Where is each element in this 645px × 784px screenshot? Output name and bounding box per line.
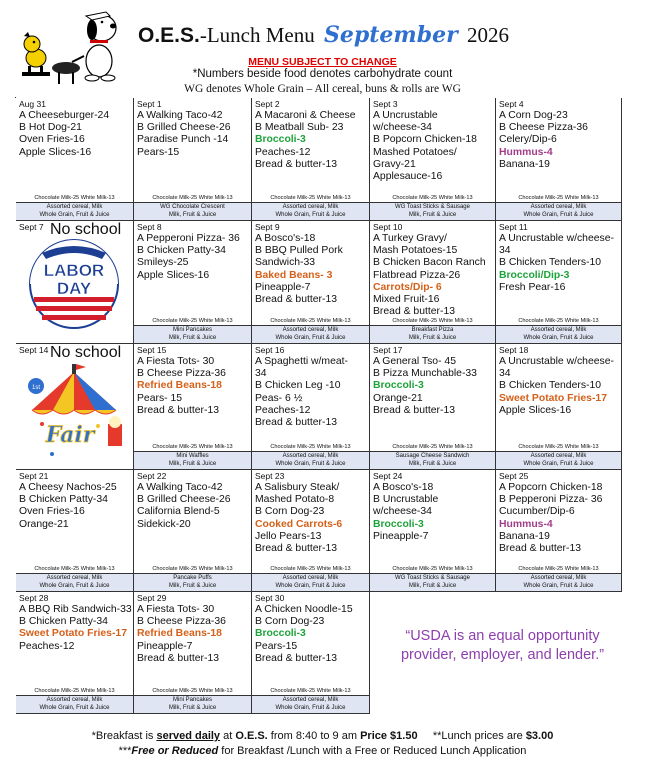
breakfast-menu bbox=[370, 326, 496, 344]
milk-carb-note: Chocolate Milk-25 White Milk-13 bbox=[34, 688, 115, 694]
footer-served-daily: served daily bbox=[156, 730, 221, 742]
breakfast-line: Milk, Fruit & Juice bbox=[168, 334, 217, 341]
breakfast-price: Price $1.50 bbox=[360, 730, 418, 742]
breakfast-line: Mini Waffles bbox=[176, 453, 209, 459]
menu-item: B Hot Dog-21 bbox=[19, 122, 82, 134]
breakfast-line: Assorted cereal, Milk bbox=[530, 327, 587, 333]
menu-item: A Walking Taco-42 bbox=[137, 110, 223, 121]
menu-items bbox=[255, 482, 367, 555]
menu-item: Pineapple-7 bbox=[137, 640, 193, 652]
breakfast-line: Assorted cereal, Milk bbox=[46, 575, 103, 581]
breakfast-line: WG Chocolate Crescent bbox=[160, 204, 225, 210]
menu-item: B Chicken Patty-34 bbox=[19, 494, 108, 506]
day-cell bbox=[370, 98, 496, 203]
breakfast-menu bbox=[252, 203, 370, 221]
day-date: Sept 28 bbox=[19, 593, 49, 603]
menu-item: B Chicken Bacon Ranch bbox=[373, 257, 486, 269]
day-cell bbox=[496, 221, 622, 326]
free-reduced-label: Free or Reduced bbox=[131, 745, 219, 757]
menu-item: Bread & butter-13 bbox=[255, 417, 338, 429]
day-date: Sept 8 bbox=[137, 222, 162, 232]
menu-item: Broccoli-3 bbox=[255, 628, 306, 640]
menu-item: B Cheese Pizza-36 bbox=[499, 122, 588, 134]
menu-item: A Popcorn Chicken-18 bbox=[499, 482, 603, 493]
menu-item: A Spaghetti w/meat- bbox=[255, 356, 348, 367]
menu-item: Fresh Pear-16 bbox=[499, 281, 566, 293]
title-year: 2026 bbox=[466, 23, 509, 47]
labor-day-text-1: LABOR bbox=[43, 261, 105, 280]
breakfast-menu bbox=[252, 574, 370, 592]
menu-item: B Cheese Pizza-36 bbox=[137, 368, 226, 380]
footer-school: O.E.S. bbox=[235, 730, 268, 742]
menu-item: Bread & butter-13 bbox=[255, 158, 338, 170]
milk-carb-note: Chocolate Milk-25 White Milk-13 bbox=[392, 566, 473, 572]
menu-items bbox=[255, 110, 367, 171]
menu-item: Banana-19 bbox=[499, 158, 550, 170]
breakfast-line: Whole Grain, Fruit & Juice bbox=[39, 211, 110, 218]
breakfast-line: Assorted cereal, Milk bbox=[282, 327, 339, 333]
menu-item: B Corn Dog-23 bbox=[255, 506, 325, 518]
breakfast-line: Whole Grain, Fruit & Juice bbox=[523, 582, 594, 589]
menu-item: A Corn Dog-23 bbox=[499, 110, 568, 121]
menu-item: A Chicken Noodle-15 bbox=[255, 604, 353, 615]
menu-header bbox=[0, 0, 645, 98]
menu-item: Mashed Potatoes/ bbox=[373, 146, 457, 158]
menu-item: Mash Potatoes-15 bbox=[373, 245, 458, 257]
menu-item: Cooked Carrots-6 bbox=[255, 518, 343, 530]
breakfast-line: Whole Grain, Fruit & Juice bbox=[275, 704, 346, 711]
day-date: Aug 31 bbox=[19, 99, 46, 109]
day-cell bbox=[134, 592, 252, 696]
menu-item: B Chicken Tenders-10 bbox=[499, 380, 602, 392]
menu-item: Pears- 15 bbox=[137, 392, 183, 404]
menu-item: Bread & butter-13 bbox=[499, 543, 582, 555]
day-date: Sept 14 bbox=[19, 345, 49, 355]
day-cell bbox=[134, 344, 252, 452]
menu-items bbox=[255, 356, 367, 429]
breakfast-line: Whole Grain, Fruit & Juice bbox=[523, 460, 594, 467]
milk-carb-note: Chocolate Milk-25 White Milk-13 bbox=[270, 688, 351, 694]
menu-item: B Uncrustable bbox=[373, 494, 439, 506]
breakfast-line: Assorted cereal, Milk bbox=[530, 575, 587, 581]
menu-item: Oven Fries-16 bbox=[19, 506, 85, 518]
milk-carb-note: Chocolate Milk-25 White Milk-13 bbox=[392, 444, 473, 450]
menu-items bbox=[255, 604, 367, 665]
milk-carb-note: Chocolate Milk-25 White Milk-13 bbox=[270, 444, 351, 450]
breakfast-menu bbox=[496, 203, 622, 221]
no-school-label: No school bbox=[50, 221, 122, 238]
menu-item: B Pizza Munchable-33 bbox=[373, 368, 477, 380]
milk-carb-note: Chocolate Milk-25 White Milk-13 bbox=[518, 566, 599, 572]
menu-item: A Cheesy Nachos-25 bbox=[19, 482, 117, 493]
menu-item: Sandwich-33 bbox=[255, 257, 316, 269]
lunch-price: $3.00 bbox=[525, 730, 554, 742]
breakfast-menu bbox=[252, 326, 370, 344]
menu-item: Pineapple-7 bbox=[255, 281, 311, 293]
breakfast-line: Assorted cereal, Milk bbox=[46, 204, 103, 210]
menu-item: Bread & butter-13 bbox=[255, 294, 338, 306]
footer-text: *Breakfast is bbox=[91, 730, 157, 742]
day-date: Sept 10 bbox=[373, 222, 403, 232]
menu-item: Broccoli-3 bbox=[373, 518, 424, 530]
breakfast-line: Assorted cereal, Milk bbox=[46, 697, 103, 703]
breakfast-menu bbox=[134, 326, 252, 344]
title-month: September bbox=[324, 22, 458, 48]
menu-title bbox=[138, 22, 509, 48]
day-date: Sept 25 bbox=[499, 471, 529, 481]
menu-item: Orange-21 bbox=[373, 392, 423, 404]
breakfast-line: Whole Grain, Fruit & Juice bbox=[275, 334, 346, 341]
menu-item: Bread & butter-13 bbox=[373, 404, 456, 416]
breakfast-menu bbox=[16, 574, 134, 592]
milk-carb-note: Chocolate Milk-25 White Milk-13 bbox=[152, 195, 233, 201]
breakfast-line: Sausage Cheese Sandwich bbox=[395, 453, 470, 459]
day-cell bbox=[370, 344, 496, 452]
menu-item: B Cheese Pizza-36 bbox=[137, 616, 226, 628]
menu-item: B Popcorn Chicken-18 bbox=[373, 134, 477, 146]
day-cell bbox=[252, 470, 370, 574]
day-cell bbox=[496, 98, 622, 203]
menu-item: Apple Slices-16 bbox=[137, 269, 210, 281]
carb-count-note: *Numbers beside food denotes carbohydrate count bbox=[192, 68, 453, 80]
menu-items bbox=[373, 233, 493, 318]
footer-text: from 8:40 to 9 am bbox=[267, 730, 361, 742]
breakfast-line: Assorted cereal, Milk bbox=[282, 453, 339, 459]
breakfast-line: WG Toast Sticks & Sausage bbox=[395, 575, 470, 581]
menu-item: Peaches-12 bbox=[255, 146, 311, 158]
breakfast-price-note bbox=[0, 730, 645, 742]
milk-carb-note: Chocolate Milk-25 White Milk-13 bbox=[152, 318, 233, 324]
day-date: Sept 15 bbox=[137, 345, 167, 355]
menu-items bbox=[137, 604, 249, 665]
menu-item: 34 bbox=[499, 368, 511, 380]
breakfast-line: Assorted cereal, Milk bbox=[530, 453, 587, 459]
milk-carb-note: Chocolate Milk-25 White Milk-13 bbox=[152, 566, 233, 572]
milk-carb-note: Chocolate Milk-25 White Milk-13 bbox=[518, 444, 599, 450]
day-cell bbox=[252, 592, 370, 696]
menu-item: Carrots/Dip- 6 bbox=[373, 281, 442, 293]
milk-carb-note: Chocolate Milk-25 White Milk-13 bbox=[270, 318, 351, 324]
menu-item: B Grilled Cheese-26 bbox=[137, 494, 231, 506]
menu-item: B Meatball Sub- 23 bbox=[255, 122, 344, 134]
menu-item: Orange-21 bbox=[19, 518, 69, 530]
menu-item: A Bosco's-18 bbox=[255, 233, 316, 244]
breakfast-menu bbox=[16, 203, 134, 221]
menu-item: Apple Slices-16 bbox=[499, 404, 572, 416]
day-date: Sept 9 bbox=[255, 222, 280, 232]
menu-item: Sweet Potato Fries-17 bbox=[19, 628, 127, 640]
milk-carb-note: Chocolate Milk-25 White Milk-13 bbox=[152, 444, 233, 450]
breakfast-line: Whole Grain, Fruit & Juice bbox=[275, 460, 346, 467]
menu-item: A Salisbury Steak/ bbox=[255, 482, 340, 493]
labor-day-picture bbox=[22, 239, 126, 329]
day-date: Sept 2 bbox=[255, 99, 280, 109]
day-cell bbox=[252, 221, 370, 326]
breakfast-menu bbox=[134, 203, 252, 221]
breakfast-line: Mini Pancakes bbox=[172, 697, 213, 703]
menu-items bbox=[137, 233, 249, 282]
menu-item: A Turkey Gravy/ bbox=[373, 233, 447, 244]
breakfast-menu bbox=[252, 452, 370, 470]
breakfast-line: Milk, Fruit & Juice bbox=[168, 582, 217, 589]
breakfast-line: Milk, Fruit & Juice bbox=[168, 460, 217, 467]
menu-item: Celery/Dip-6 bbox=[499, 134, 557, 146]
menu-item: 34 bbox=[255, 368, 267, 380]
menu-items bbox=[19, 604, 131, 653]
menu-items bbox=[137, 356, 249, 417]
breakfast-line: Milk, Fruit & Juice bbox=[168, 211, 217, 218]
menu-item: Paradise Punch -14 bbox=[137, 134, 229, 146]
day-cell bbox=[496, 344, 622, 452]
breakfast-line: Whole Grain, Fruit & Juice bbox=[275, 211, 346, 218]
menu-items bbox=[19, 482, 131, 531]
menu-item: Sweet Potato Fries-17 bbox=[499, 392, 607, 404]
menu-item: B BBQ Pulled Pork bbox=[255, 245, 343, 257]
menu-items bbox=[499, 110, 619, 171]
breakfast-line: Breakfast Pizza bbox=[411, 327, 454, 333]
menu-item: w/cheese-34 bbox=[373, 506, 432, 518]
menu-item: Peaches-12 bbox=[19, 640, 75, 652]
milk-carb-note: Chocolate Milk-25 White Milk-13 bbox=[152, 688, 233, 694]
menu-item: B Grilled Cheese-26 bbox=[137, 122, 231, 134]
milk-carb-note: Chocolate Milk-25 White Milk-13 bbox=[34, 566, 115, 572]
svg-text:1st: 1st bbox=[31, 385, 41, 391]
menu-item: Hummus-4 bbox=[499, 518, 553, 530]
footer-text: at bbox=[220, 730, 236, 742]
menu-item: Oven Fries-16 bbox=[19, 134, 85, 146]
day-date: Sept 3 bbox=[373, 99, 398, 109]
menu-item: A Uncrustable w/cheese- bbox=[499, 356, 614, 367]
menu-item: Baked Beans- 3 bbox=[255, 269, 333, 281]
day-cell bbox=[370, 470, 496, 574]
day-cell bbox=[134, 98, 252, 203]
menu-subject-note: MENU SUBJECT TO CHANGE bbox=[248, 56, 397, 68]
breakfast-line: Assorted cereal, Milk bbox=[282, 575, 339, 581]
day-date: Sept 23 bbox=[255, 471, 285, 481]
menu-item: Pineapple-7 bbox=[373, 530, 429, 542]
menu-item: Bread & butter-13 bbox=[137, 404, 220, 416]
footer-text: **Lunch prices are bbox=[417, 730, 526, 742]
menu-item: B Chicken Leg -10 bbox=[255, 380, 341, 392]
menu-items bbox=[499, 233, 619, 294]
menu-item: Broccoli/Dip-3 bbox=[499, 269, 570, 281]
breakfast-menu bbox=[496, 574, 622, 592]
menu-item: Pears-15 bbox=[255, 640, 298, 652]
menu-items bbox=[373, 482, 493, 543]
breakfast-menu bbox=[134, 574, 252, 592]
day-date: Sept 24 bbox=[373, 471, 403, 481]
day-date: Sept 11 bbox=[499, 222, 528, 232]
menu-item: Jello Pears-13 bbox=[255, 530, 322, 542]
menu-items bbox=[373, 110, 493, 183]
menu-item: Bread & butter-13 bbox=[373, 306, 456, 318]
menu-item: Cucumber/Dip-6 bbox=[499, 506, 575, 518]
breakfast-line: Whole Grain, Fruit & Juice bbox=[39, 582, 110, 589]
day-cell bbox=[496, 470, 622, 574]
menu-item: A BBQ Rib Sandwich-33 bbox=[19, 604, 132, 615]
breakfast-line: Assorted cereal, Milk bbox=[530, 204, 587, 210]
menu-item: Banana-19 bbox=[499, 530, 550, 542]
menu-item: Applesauce-16 bbox=[373, 171, 443, 183]
breakfast-line: Whole Grain, Fruit & Juice bbox=[523, 211, 594, 218]
day-cell bbox=[16, 98, 134, 203]
milk-carb-note: Chocolate Milk-25 White Milk-13 bbox=[392, 195, 473, 201]
menu-item: Broccoli-3 bbox=[373, 380, 424, 392]
menu-item: Gravy-21 bbox=[373, 158, 416, 170]
milk-carb-note: Chocolate Milk-25 White Milk-13 bbox=[34, 195, 115, 201]
breakfast-menu bbox=[134, 696, 252, 714]
breakfast-line: Assorted cereal, Milk bbox=[282, 697, 339, 703]
milk-carb-note: Chocolate Milk-25 White Milk-13 bbox=[270, 566, 351, 572]
breakfast-menu bbox=[252, 696, 370, 714]
milk-carb-note: Chocolate Milk-25 White Milk-13 bbox=[392, 318, 473, 324]
day-date: Sept 16 bbox=[255, 345, 285, 355]
milk-carb-note: Chocolate Milk-25 White Milk-13 bbox=[518, 318, 599, 324]
day-date: Sept 21 bbox=[19, 471, 49, 481]
day-date: Sept 22 bbox=[137, 471, 167, 481]
menu-item: w/cheese-34 bbox=[373, 122, 432, 134]
menu-item: A Macaroni & Cheese bbox=[255, 110, 356, 121]
day-cell bbox=[134, 470, 252, 574]
school-name: O.E.S. bbox=[138, 24, 200, 47]
breakfast-menu bbox=[370, 452, 496, 470]
day-cell bbox=[16, 592, 134, 696]
footer-text: for Breakfast /Lunch with a Free or Reduced Lunch Application bbox=[218, 745, 527, 757]
breakfast-line: Milk, Fruit & Juice bbox=[408, 334, 457, 341]
breakfast-line: Whole Grain, Fruit & Juice bbox=[275, 582, 346, 589]
menu-item: A Pepperoni Pizza- 36 bbox=[137, 233, 240, 244]
menu-item: B Pepperoni Pizza- 36 bbox=[499, 494, 603, 506]
menu-items bbox=[255, 233, 367, 306]
menu-item: Bread & butter-13 bbox=[255, 543, 338, 555]
breakfast-line: WG Toast Sticks & Sausage bbox=[395, 204, 470, 210]
breakfast-line: Whole Grain, Fruit & Juice bbox=[39, 704, 110, 711]
menu-item: 34 bbox=[499, 245, 511, 257]
menu-items bbox=[499, 356, 619, 417]
day-cell bbox=[252, 98, 370, 203]
day-date: Sept 7 bbox=[19, 222, 44, 232]
menu-item: B Chicken Patty-34 bbox=[137, 245, 226, 257]
menu-item: Bread & butter-13 bbox=[255, 652, 338, 664]
day-cell bbox=[370, 221, 496, 326]
menu-item: A Fiesta Tots- 30 bbox=[137, 356, 215, 367]
menu-item: Pears-15 bbox=[137, 146, 180, 158]
breakfast-menu bbox=[496, 326, 622, 344]
menu-items bbox=[499, 482, 619, 555]
menu-item: Hummus-4 bbox=[499, 146, 553, 158]
menu-item: Smileys-25 bbox=[137, 257, 189, 269]
breakfast-line: Milk, Fruit & Juice bbox=[408, 582, 457, 589]
milk-carb-note: Chocolate Milk-25 White Milk-13 bbox=[518, 195, 599, 201]
day-date: Sept 18 bbox=[499, 345, 529, 355]
menu-item: A Uncrustable bbox=[373, 110, 438, 121]
breakfast-line: Milk, Fruit & Juice bbox=[168, 704, 217, 711]
menu-items bbox=[137, 110, 249, 159]
menu-item: B Chicken Tenders-10 bbox=[499, 257, 602, 269]
breakfast-menu bbox=[370, 574, 496, 592]
menu-item: A Cheeseburger-24 bbox=[19, 110, 110, 121]
menu-item: Flatbread Pizza-26 bbox=[373, 269, 461, 281]
menu-item: A General Tso- 45 bbox=[373, 356, 456, 367]
whole-grain-note: WG denotes Whole Grain – All cereal, buns & rolls are WG bbox=[184, 83, 461, 95]
labor-day-text-2: DAY bbox=[56, 279, 92, 298]
day-date: Sept 30 bbox=[255, 593, 285, 603]
breakfast-line: Mini Pancakes bbox=[172, 327, 213, 333]
day-date: Sept 29 bbox=[137, 593, 167, 603]
menu-item: A Uncrustable w/cheese- bbox=[499, 233, 614, 244]
breakfast-line: Whole Grain, Fruit & Juice bbox=[523, 334, 594, 341]
menu-items bbox=[137, 482, 249, 531]
day-date: Sept 1 bbox=[137, 99, 162, 109]
breakfast-menu bbox=[370, 203, 496, 221]
menu-item: B Corn Dog-23 bbox=[255, 616, 325, 628]
menu-item: A Bosco's-18 bbox=[373, 482, 434, 493]
menu-item: Mashed Potato-8 bbox=[255, 494, 335, 506]
menu-item: Apple Slices-16 bbox=[19, 146, 92, 158]
menu-item: B Chicken Patty-34 bbox=[19, 616, 108, 628]
breakfast-line: Milk, Fruit & Juice bbox=[408, 460, 457, 467]
menu-item: Mixed Fruit-16 bbox=[373, 294, 440, 306]
day-cell bbox=[16, 470, 134, 574]
menu-item: Peas- 6 ½ bbox=[255, 392, 303, 404]
usda-statement: “USDA is an equal opportunity provider, employer, and lender.” bbox=[400, 628, 605, 663]
breakfast-line: Assorted cereal, Milk bbox=[282, 204, 339, 210]
day-cell bbox=[134, 221, 252, 326]
milk-carb-note: Chocolate Milk-25 White Milk-13 bbox=[270, 195, 351, 201]
breakfast-menu bbox=[134, 452, 252, 470]
day-cell bbox=[252, 344, 370, 452]
no-school-label: No school bbox=[50, 344, 122, 361]
menu-item: Broccoli-3 bbox=[255, 134, 306, 146]
menu-items bbox=[373, 356, 493, 417]
menu-item: Refried Beans-18 bbox=[137, 380, 222, 392]
day-cell bbox=[16, 344, 134, 470]
menu-item: Refried Beans-18 bbox=[137, 628, 222, 640]
menu-item: Bread & butter-13 bbox=[137, 652, 220, 664]
breakfast-line: Milk, Fruit & Juice bbox=[408, 211, 457, 218]
menu-item: A Walking Taco-42 bbox=[137, 482, 223, 493]
free-reduced-note bbox=[0, 745, 645, 757]
menu-item: Sidekick-20 bbox=[137, 518, 191, 530]
menu-item: California Blend-5 bbox=[137, 506, 220, 518]
footer-text: *** bbox=[118, 745, 132, 757]
breakfast-menu bbox=[16, 696, 134, 714]
menu-items bbox=[19, 110, 131, 159]
day-cell bbox=[16, 221, 134, 344]
day-date: Sept 4 bbox=[499, 99, 524, 109]
breakfast-menu bbox=[496, 452, 622, 470]
fair-text: Fair bbox=[45, 422, 95, 448]
day-date: Sept 17 bbox=[373, 345, 403, 355]
title-text: -Lunch Menu bbox=[199, 23, 315, 47]
breakfast-line: Pancake Puffs bbox=[173, 575, 212, 581]
menu-item: Peaches-12 bbox=[255, 404, 311, 416]
fair-picture bbox=[22, 362, 126, 462]
menu-item: A Fiesta Tots- 30 bbox=[137, 604, 215, 615]
